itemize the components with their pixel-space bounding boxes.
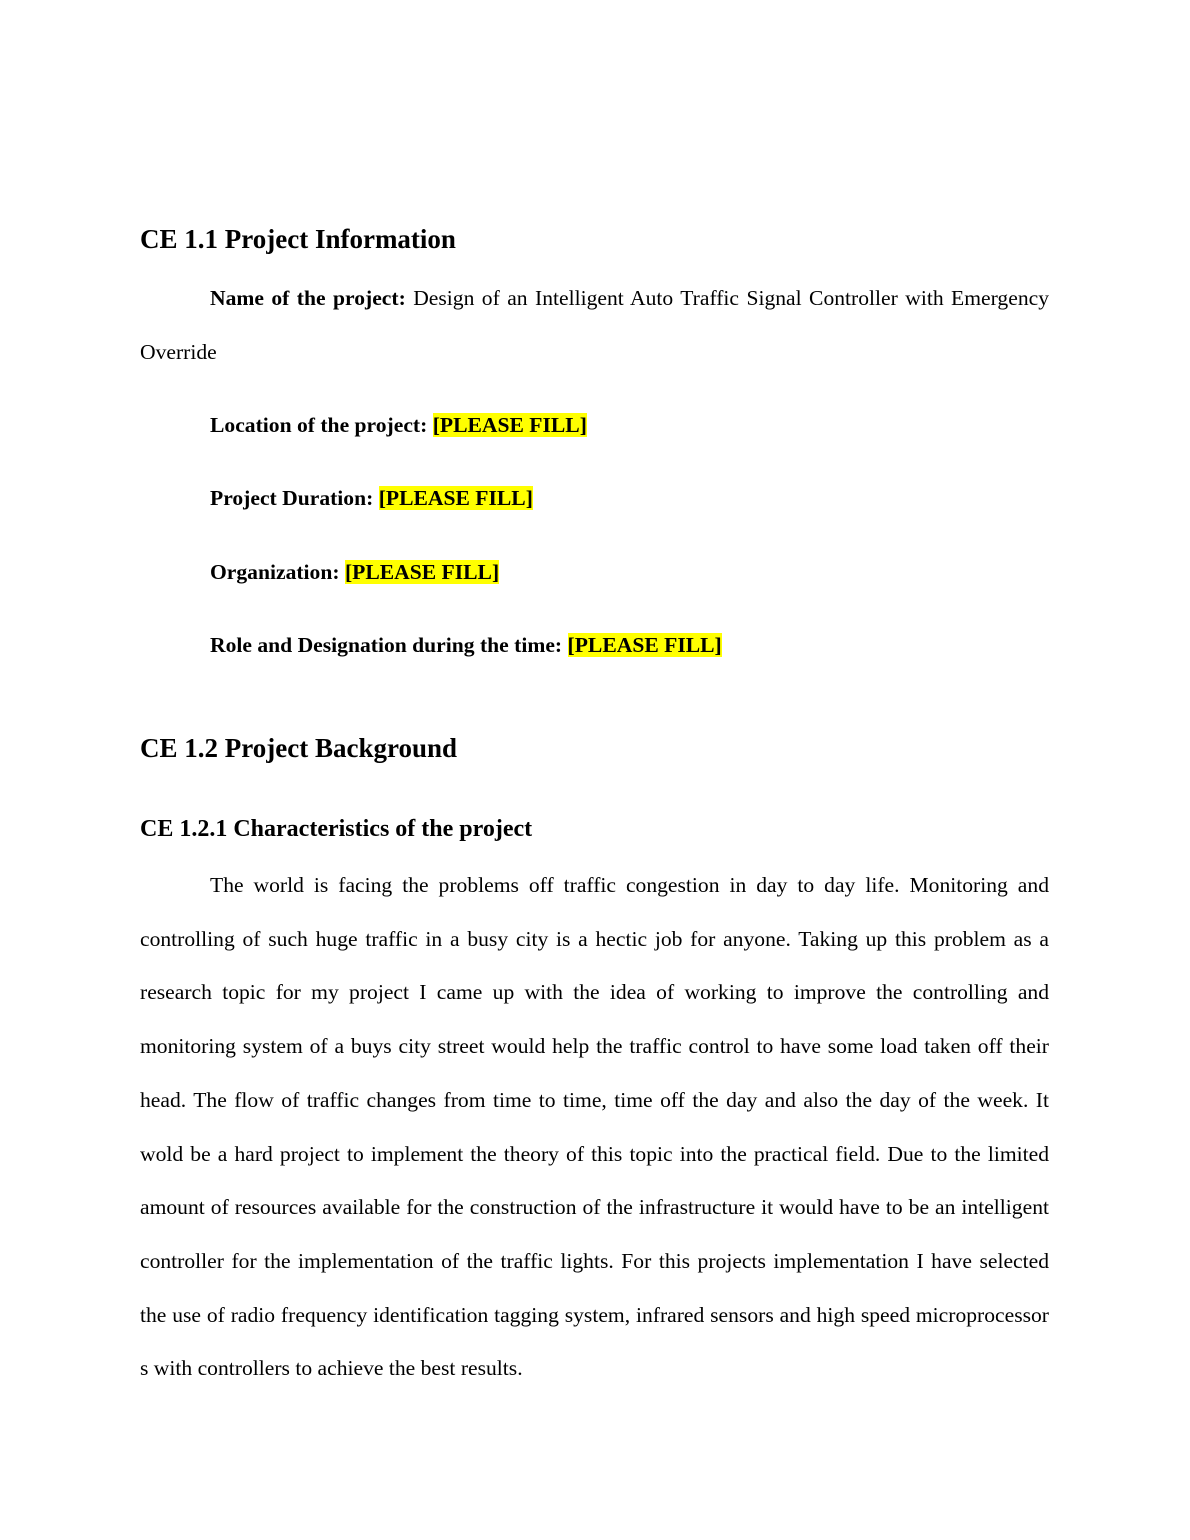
location-placeholder: [PLEASE FILL] [432,413,587,437]
project-name-paragraph [140,272,1049,379]
section-heading-project-background: CE 1.2 Project Background [140,733,457,763]
role-placeholder: [PLEASE FILL] [567,633,722,657]
subsection-heading-characteristics: CE 1.2.1 Characteristics of the project [140,816,533,842]
duration-field [210,483,533,513]
project-name-value: Design of an Intelligent Auto Traffic Signal Controller with Emergency Override [140,286,1049,364]
location-label: Location of the project: [210,413,428,437]
location-field [210,410,587,440]
duration-label: Project Duration: [210,486,374,510]
role-label: Role and Designation during the time: [210,633,563,657]
organization-placeholder: [PLEASE FILL] [344,560,500,584]
duration-placeholder: [PLEASE FILL] [378,486,533,510]
role-field [210,630,722,660]
organization-field [210,557,499,587]
characteristics-body-paragraph: The world is facing the problems off traffic congestion in day to day life. Monitoring and controlling of such huge traffic in a busy city is a hectic job for anyone. Taking up this problem as a research topic for my project I came up with the idea of working to improve the controlling and monitoring system of a buys city street would help the traffic control to have some load taken off their head. The flow of traffic changes from time to time, time off the day and also the day of the week. It wold be a hard project to implement the theory of this topic into the practical field. Due to the limited amount of resources available for the construction of the infrastructure it would have to be an intelligent controller for the implementation of the traffic lights. For this projects implementation I have selected the use of radio frequency identification tagging system, infrared sensors and high speed microprocessor s with controllers to achieve the best results. [140,873,1049,1381]
project-name-label: Name of the project: [210,286,406,310]
section-heading-project-information: CE 1.1 Project Information [140,224,456,254]
organization-label: Organization: [210,560,340,584]
